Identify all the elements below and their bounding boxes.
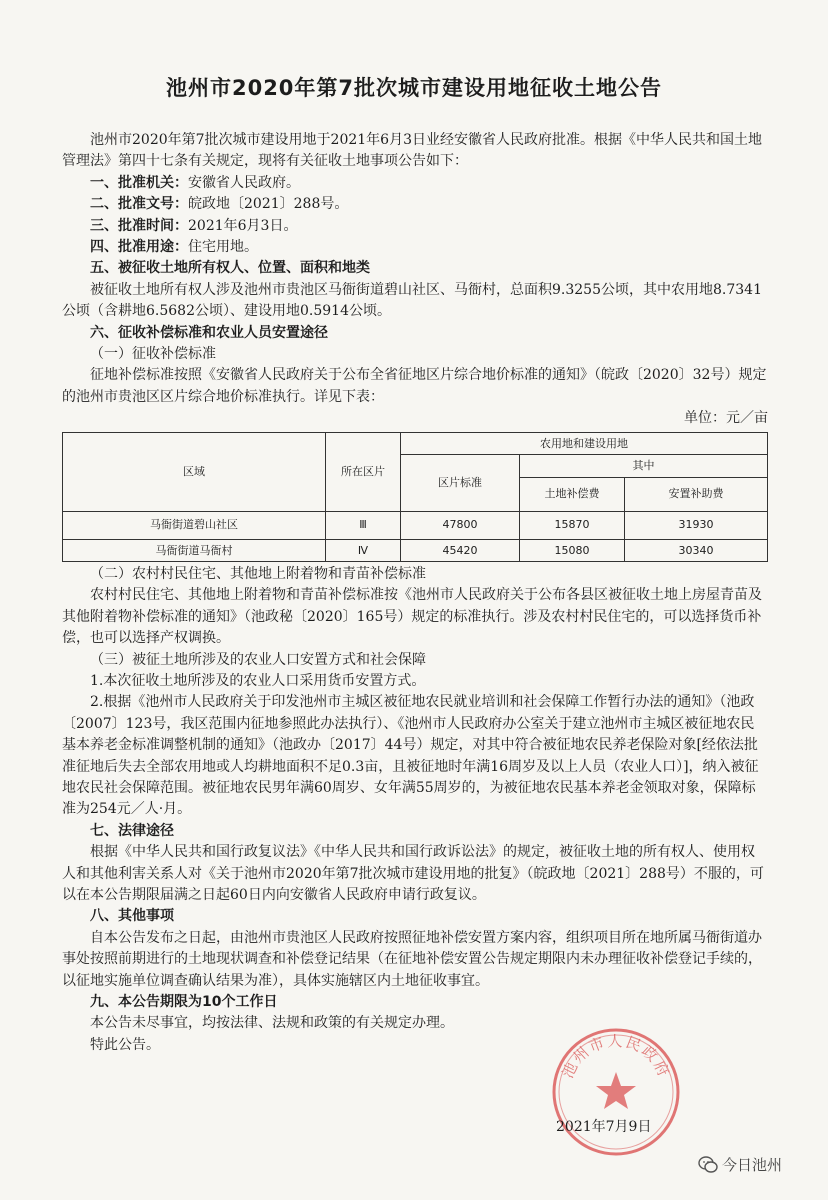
section-6-sub3: （三）被征土地所涉及的农业人口安置方式和社会保障 [90,651,426,668]
header-land: 农用地和建设用地 [401,432,768,454]
compensation-table [62,432,768,562]
section-8-heading: 八、其他事项 [90,908,174,925]
section-9-heading: 九、本公告期限为10个工作日 [90,994,278,1011]
section-6-sub2-text: 农村村民住宅、其他地上附着物和青苗补偿标准按《池州市人民政府关于公布各县区被征收土地上房屋青苗及其他附着物补偿标准的通知》（池政秘〔2020〕165号）规定的标准执行。涉及农村村民住宅的，可以选择货币补偿，也可以选择产权调换。 [62,587,762,647]
header-of-which: 其中 [520,455,768,477]
section-5-heading: 五、被征收土地所有权人、位置、面积和地类 [90,260,370,277]
page-title: 池州市2020年第7批次城市建设用地征收土地公告 [165,76,663,100]
table-row: 马衙街道马衙村 Ⅳ 45420 15080 30340 [63,539,768,561]
section-7-text: 根据《中华人民共和国行政复议法》《中华人民共和国行政诉讼法》的规定，被征收土地的所有权人、使用权人和其他利害关系人对《关于池州市2020年第7批次城市建设用地的批复》（皖政地〔2021〕288号）不服的，可以在本公告期限届满之日起60日内向安徽省人民政府申请行政复议。 [62,844,764,903]
header-area: 区域 [63,432,326,511]
official-seal-icon [548,1024,684,1160]
section-6-heading: 六、征收补偿标准和农业人员安置途径 [90,324,328,341]
section-6-sub1-text: 征地补偿标准按照《安徽省人民政府关于公布全省征地区片综合地价标准的通知》（皖政〔2020〕32号）规定的池州市贵池区区片综合地价标准执行。详见下表： [62,367,767,405]
wechat-icon [698,1156,718,1174]
section-8-text: 自本公告发布之日起，由池州市贵池区人民政府按照征地补偿安置方案内容，组织项目所在地所属马衙街道办事处按照前期进行的土地现状调查和补偿登记结果（在征地补偿安置公告规定期限内未办理征收补偿登记手续的，以征地实施单位调查确认结果为准），具体实施辖区内土地征收事宜。 [62,929,762,989]
watermark [698,1154,782,1175]
section-5-text: 被征收土地所有权人涉及池州市贵池区马衙街道碧山社区、马衙村，总面积9.3255公顷，其中农用地8.7341公顷（含耕地6.5682公顷）、建设用地0.5914公顷。 [62,281,762,320]
section-6-sub1: （一）征收补偿标准 [90,346,216,363]
section-6-sub3-item2: 2.根据《池州市人民政府关于印发池州市主城区被征地农民就业培训和社会保障工作暂行办法的通知》（池政〔2007〕123号，我区范围内征地参照此办法执行）、《池州市人民政府办公室关于建立池州市主城区被征地农民基本养老金标准调整机制的通知》（池政办〔2017〕44号）规定，对其中符合被征地农民养老保险对象[经依法批准征地后失去全部农用地或人均耕地面积不足0.3亩，且被征地时年满16周岁及以上人员（农业人口）]，纳入被征地农民社会保障范围。被征地农民男年满60周岁、女年满55周岁的，为被征地农民基本养老金领取对象，保障标准为254元／人·月。 [62,694,759,818]
svg-text:池州市人民政府: 池州市人民政府 [558,1032,674,1082]
header-resettlement-subsidy: 安置补助费 [625,477,768,511]
watermark-text: 今日池州 [722,1156,783,1174]
intro-paragraph: 池州市2020年第7批次城市建设用地于2021年6月3日业经安徽省人民政府批准。根据《中华人民共和国土地管理法》第四十七条有关规定，现将有关征收土地事项公告如下： [62,132,762,170]
table-row: 马衙街道碧山社区 Ⅲ 47800 15870 31930 [63,511,768,539]
approval-purpose: 四、批准用途：住宅用地。 [90,239,258,256]
approval-date: 三、批准时间：2021年6月3日。 [90,217,298,234]
issue-date: 2021年7月9日 [556,1119,652,1135]
header-zone: 所在区片 [326,432,401,511]
notice-body [62,130,768,1056]
approval-authority: 一、批准机关：安徽省人民政府。 [90,174,300,191]
section-6-sub2: （二）农村村民住宅、其他地上附着物和青苗补偿标准 [90,565,426,582]
header-standard: 区片标准 [401,455,520,511]
closing-text: 特此公告。 [90,1036,160,1053]
section-7-heading: 七、法律途径 [90,822,174,839]
approval-document-number: 二、批准文号：皖政地〔2021〕288号。 [90,196,349,213]
section-6-sub3-item1: 1.本次征收土地所涉及的农业人口采用货币安置方式。 [90,672,426,689]
table-unit: 单位：元／亩 [684,410,768,427]
section-9-text: 本公告未尽事宜，均按法律、法规和政策的有关规定办理。 [90,1015,454,1032]
header-land-compensation: 土地补偿费 [520,477,625,511]
